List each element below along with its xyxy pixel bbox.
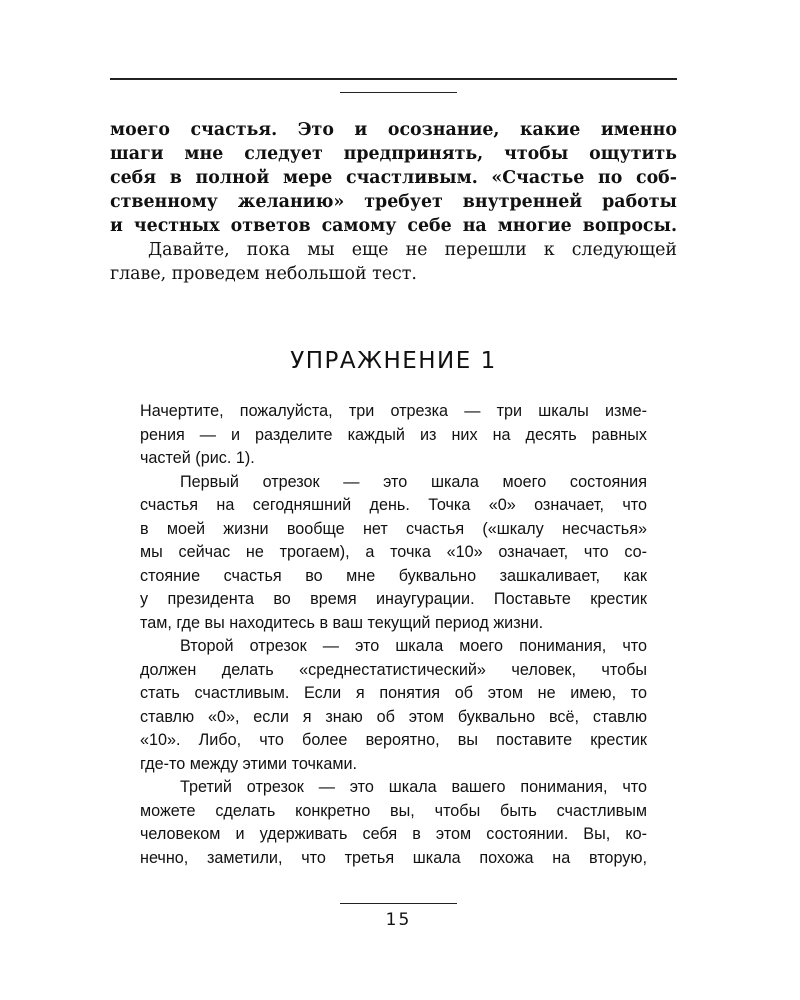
top-rule xyxy=(110,78,677,80)
text-line: Третий отрезок — это шкала вашего понимания, что xyxy=(180,778,647,796)
text-line: мы сейчас не трогаем), а точка «10» означает, что со- xyxy=(140,543,647,561)
text-line: себя в полной мере счастливым. «Счастье по соб- xyxy=(110,168,677,188)
exercise-body xyxy=(140,400,647,870)
text-line: частей (рис. 1). xyxy=(140,449,255,467)
text-line: «10». Либо, что более вероятно, вы поставите крестик xyxy=(140,731,647,749)
intro-paragraph xyxy=(110,238,677,286)
text-line: ставлю «0», если я знаю об этом буквально всё, ставлю xyxy=(140,707,647,726)
text-line: Второй отрезок — это шкала моего понимания, что xyxy=(180,637,647,655)
text-line: человеком и удерживать себя в этом состоянии. Вы, ко- xyxy=(140,825,647,843)
text-line: главе, проведем небольшой тест. xyxy=(110,264,417,284)
text-line: Первый отрезок — это шкала моего состояния xyxy=(180,472,647,491)
bold-intro-paragraph xyxy=(110,118,677,238)
bottom-short-rule xyxy=(340,903,457,904)
text-line: шаги мне следует предпринять, чтобы ощутить xyxy=(110,144,677,164)
text-line: нечно, заметили, что третья шкала похожа на вторую, xyxy=(140,848,647,867)
page-number: 15 xyxy=(385,910,412,930)
text-line: и честных ответов самому себе на многие вопросы. xyxy=(110,216,677,236)
text-line: счастья на сегодняшний день. Точка «0» означает, что xyxy=(140,496,647,514)
text-line: можете сделать конкретно вы, чтобы быть счастливым xyxy=(140,801,647,820)
text-line: моего счастья. Это и осознание, какие именно xyxy=(110,120,677,140)
text-line: стояние счастья во мне буквально зашкаливает, как xyxy=(140,566,647,585)
text-line: ственному желанию» требует внутренней работы xyxy=(110,192,677,212)
text-line: рения — и разделите каждый из них на десять равных xyxy=(140,425,647,444)
exercise-title: УПРАЖНЕНИЕ 1 xyxy=(290,348,497,374)
text-line: должен делать «среднестатистический» человек, чтобы xyxy=(140,660,647,679)
text-line: Давайте, пока мы еще не перешли к следующей xyxy=(148,240,677,260)
text-line: у президента во время инаугурации. Поставьте крестик xyxy=(140,590,647,608)
text-line: где-то между этими точками. xyxy=(140,754,358,773)
text-line: там, где вы находитесь в ваш текущий период жизни. xyxy=(140,613,544,632)
text-line: в моей жизни вообще нет счастья («шкалу несчастья» xyxy=(140,519,647,538)
top-short-rule xyxy=(340,92,457,93)
text-line: стать счастливым. Если я понятия об этом не имею, то xyxy=(140,684,647,702)
text-line: Начертите, пожалуйста, три отрезка — три шкалы изме- xyxy=(140,402,647,420)
